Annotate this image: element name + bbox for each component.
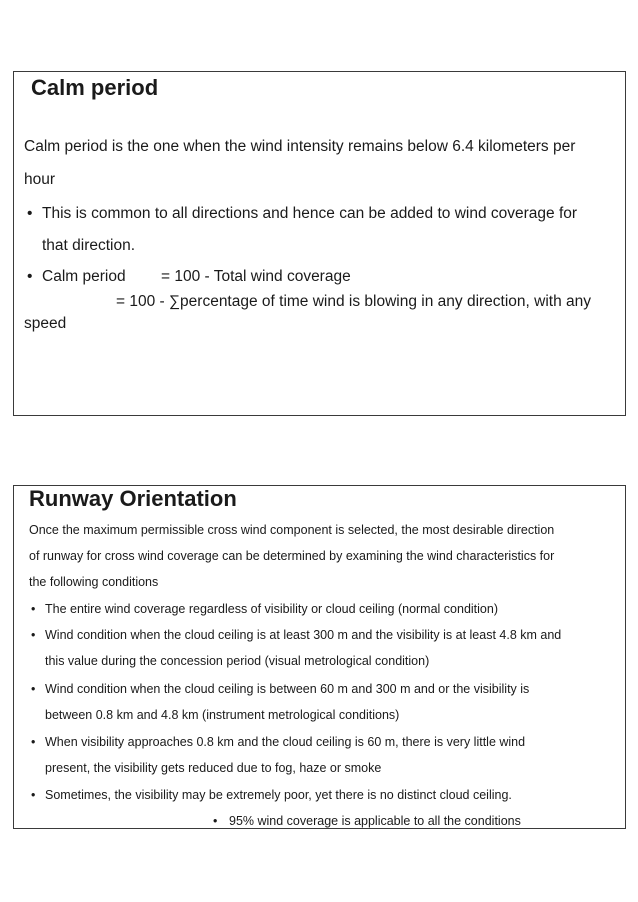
bullet-5-line-1: Sometimes, the visibility may be extremely poor, yet there is no distinct cloud ceiling. [45, 788, 512, 802]
intro-line-2: hour [24, 171, 56, 188]
slide-title: Runway Orientation [29, 486, 237, 511]
bullet-2-line-1: Wind condition when the cloud ceiling is at least 300 m and the visibility is at least 4.8 km and [45, 628, 562, 642]
bullet-3-line-2: between 0.8 km and 4.8 km (instrument metrological conditions) [45, 708, 400, 722]
bullet-2-equation: = 100 - Total wind coverage [161, 268, 351, 285]
bullet-3-line-1: Wind condition when the cloud ceiling is between 60 m and 300 m and or the visibility is [45, 682, 530, 696]
bullet-dot: • [31, 628, 36, 642]
slide-runway-orientation [13, 485, 626, 829]
bullet-4-line-2: present, the visibility gets reduced due to fog, haze or smoke [45, 761, 382, 775]
formula-continuation: speed [24, 315, 67, 332]
bullet-dot: • [31, 788, 36, 802]
bullet-dot: • [27, 268, 33, 285]
intro-line-1: Calm period is the one when the wind intensity remains below 6.4 kilometers per [24, 138, 576, 155]
slide-title: Calm period [31, 75, 159, 100]
bullet-dot: • [27, 205, 33, 222]
bullet-1-line-1: The entire wind coverage regardless of visibility or cloud ceiling (normal condition) [45, 602, 498, 616]
intro-line-2: of runway for cross wind coverage can be determined by examining the wind characteristics for [29, 549, 555, 563]
sub-bullet-dot: • [213, 814, 218, 828]
sub-bullet-text: 95% wind coverage is applicable to all the conditions [229, 814, 521, 828]
bullet-dot: • [31, 682, 36, 696]
intro-line-1: Once the maximum permissible cross wind component is selected, the most desirable direction [29, 523, 555, 537]
bullet-dot: • [31, 735, 36, 749]
bullet-2-label: Calm period [42, 268, 126, 285]
slide-calm-period [13, 71, 626, 416]
formula-line: = 100 - ∑percentage of time wind is blowing in any direction, with any [116, 293, 592, 310]
bullet-dot: • [31, 602, 36, 616]
intro-line-3: the following conditions [29, 575, 159, 589]
bullet-4-line-1: When visibility approaches 0.8 km and the cloud ceiling is 60 m, there is very little wind [45, 735, 526, 749]
bullet-1-line-2: that direction. [42, 237, 136, 254]
bullet-2-line-2: this value during the concession period (visual metrological condition) [45, 654, 430, 668]
bullet-1-line-1: This is common to all directions and hence can be added to wind coverage for [42, 205, 578, 222]
